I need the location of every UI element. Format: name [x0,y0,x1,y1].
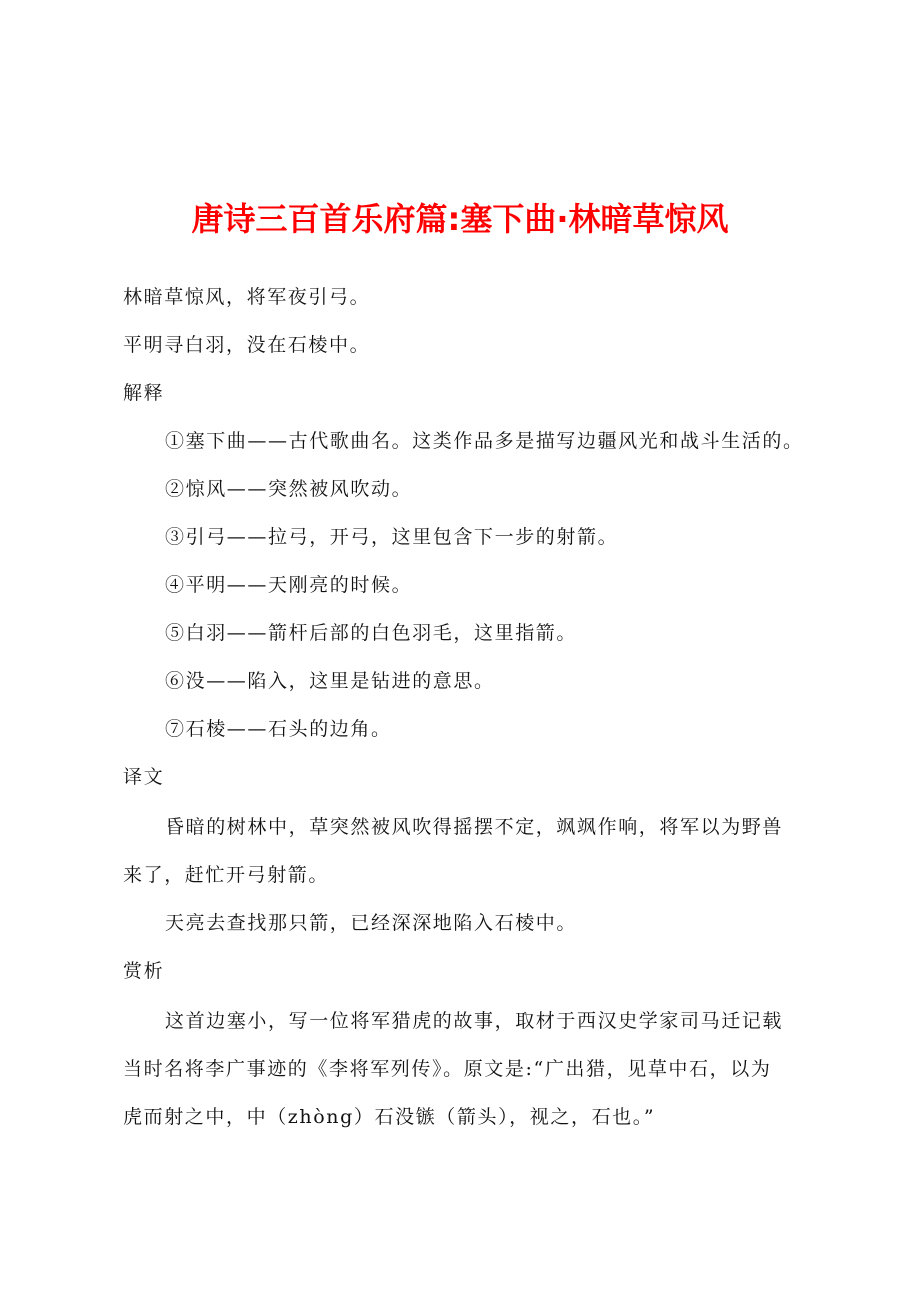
appreciation-line: 虎而射之中，中（zhòng）石没镞（箭头），视之，石也。” [123,1106,656,1128]
notes-heading: 解释 [123,382,165,404]
note-item: ①塞下曲——古代歌曲名。这类作品多是描写边疆风光和战斗生活的。 [165,430,804,452]
translation-line: 昏暗的树林中，草突然被风吹得摇摆不定，飒飒作响，将军以为野兽 [165,816,784,838]
note-item: ⑤白羽——箭杆后部的白色羽毛，这里指箭。 [165,622,578,644]
note-item: ⑦石棱——石头的边角。 [165,718,392,740]
note-item: ②惊风——突然被风吹动。 [165,478,413,500]
translation-line: 天亮去查找那只箭，已经深深地陷入石棱中。 [165,912,578,934]
appreciation-line: 当时名将李广事迹的《李将军列传》。原文是:“广出猎，见草中石，以为 [123,1058,772,1080]
note-item: ③引弓——拉弓，开弓，这里包含下一步的射箭。 [165,526,619,548]
translation-heading: 译文 [123,766,165,788]
appreciation-heading: 赏析 [123,960,165,982]
appreciation-line: 这首边塞小，写一位将军猎虎的故事，取材于西汉史学家司马迁记载 [165,1010,784,1032]
poem-line: 林暗草惊风，将军夜引弓。 [123,286,371,308]
note-item: ④平明——天刚亮的时候。 [165,574,413,596]
note-item: ⑥没——陷入，这里是钻进的意思。 [165,670,495,692]
translation-line: 来了，赶忙开弓射箭。 [123,864,330,886]
page-title: 唐诗三百首乐府篇:塞下曲·林暗草惊风 [191,200,729,238]
poem-line: 平明寻白羽，没在石棱中。 [123,334,371,356]
